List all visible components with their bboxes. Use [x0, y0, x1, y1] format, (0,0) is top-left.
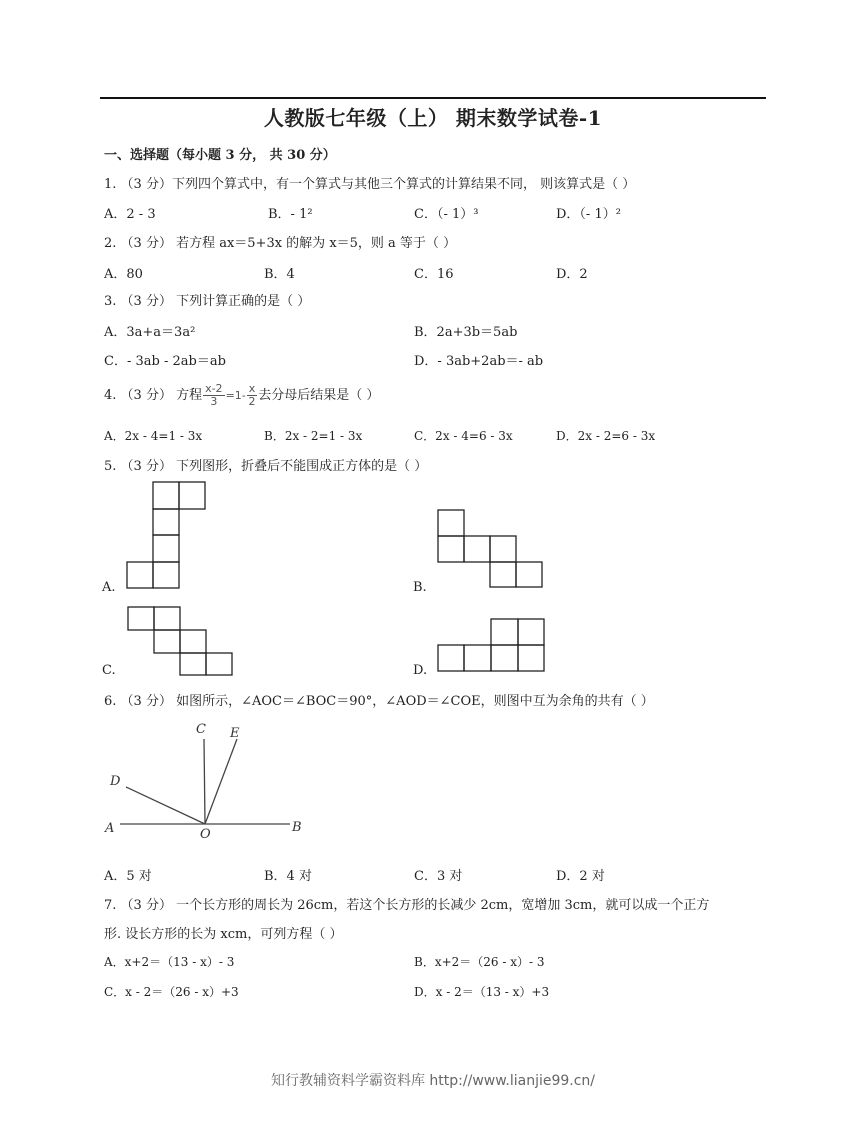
q3-option-c: C．- 3ab - 2ab＝ab — [104, 354, 226, 369]
ray-oc — [204, 739, 205, 824]
page-title: 人教版七年级（上） 期末数学试卷-1 — [263, 106, 603, 130]
q4-option-d: D．2x - 2=6 - 3x — [556, 429, 656, 443]
q1-option-b: B．- 1² — [268, 207, 313, 222]
q4-frac2-denominator: 2 — [248, 395, 256, 408]
q4-option-b: B．2x - 2=1 - 3x — [264, 429, 363, 443]
q4-frac1-denominator: 3 — [210, 395, 218, 408]
q6-option-c: C．3 对 — [414, 869, 463, 884]
q6-option-d: D．2 对 — [556, 869, 605, 884]
q4-frac2-numerator: x — [248, 382, 256, 395]
footer-watermark: 知行教辅资料学霸资料库 http://www.lianjie99.cn/ — [270, 1073, 596, 1089]
ray-oe — [205, 739, 237, 824]
question-7-line-2: 形. 设长方形的长为 xcm，可列方程（ ） — [104, 927, 343, 942]
q7-option-c: C．x - 2＝（26 - x）+3 — [104, 985, 239, 999]
q1-option-a: A．2 - 3 — [104, 207, 156, 222]
q4-fraction-1 — [203, 383, 224, 408]
q4-fraction-2 — [247, 383, 258, 408]
q4-suffix: 去分母后结果是（ ） — [258, 388, 380, 403]
question-3: 3. （3 分） 下列计算正确的是（ ） — [104, 294, 311, 309]
q4-mid: =1- — [225, 389, 246, 402]
q2-option-b: B．4 — [264, 267, 295, 282]
q4-option-a: A．2x - 4=1 - 3x — [104, 429, 203, 443]
label-a: A — [105, 821, 115, 836]
section-heading: 一、选择题（每小题 3 分， 共 30 分） — [104, 148, 336, 163]
question-2: 2. （3 分） 若方程 ax＝5+3x 的解为 x＝5，则 a 等于（ ） — [104, 236, 457, 251]
cube-net-d — [437, 618, 547, 674]
cube-net-b — [437, 509, 545, 589]
q3-option-d: D．- 3ab+2ab＝- ab — [414, 354, 544, 369]
q7-option-a: A．x+2＝（13 - x）- 3 — [104, 955, 235, 969]
q2-option-c: C．16 — [414, 267, 454, 282]
q6-option-a: A．5 对 — [104, 869, 152, 884]
label-e: E — [230, 726, 240, 741]
q5-option-a: A. — [102, 580, 116, 595]
question-1: 1. （3 分）下列四个算式中，有一个算式与其他三个算式的计算结果不同， 则该算式是（ ） — [104, 177, 636, 192]
ray-od — [126, 787, 205, 824]
angle-figure — [100, 715, 320, 845]
q2-option-a: A．80 — [104, 267, 143, 282]
label-b: B — [292, 820, 302, 835]
q5-option-d: D. — [413, 663, 428, 678]
label-o: O — [200, 827, 211, 842]
q1-option-c: C．（- 1）³ — [414, 207, 479, 222]
label-d: D — [110, 774, 121, 789]
q3-option-a: A．3a+a＝3a² — [104, 325, 196, 340]
cube-net-a — [126, 480, 208, 590]
q5-option-b: B. — [413, 580, 427, 595]
question-4 — [104, 381, 379, 411]
q4-option-c: C．2x - 4=6 - 3x — [414, 429, 513, 443]
q4-frac1-numerator: x-2 — [205, 382, 223, 395]
q6-option-b: B．4 对 — [264, 869, 312, 884]
q5-option-c: C. — [102, 663, 116, 678]
q1-option-d: D．（- 1）² — [556, 207, 621, 222]
q7-option-b: B．x+2＝（26 - x）- 3 — [414, 955, 545, 969]
header-rule — [100, 97, 766, 99]
q2-option-d: D．2 — [556, 267, 588, 282]
cube-net-c — [127, 606, 235, 676]
question-5: 5. （3 分） 下列图形，折叠后不能围成正方体的是（ ） — [104, 459, 428, 474]
question-6: 6. （3 分） 如图所示，∠AOC＝∠BOC＝90°，∠AOD＝∠COE，则图中互为余角的共有（ ） — [104, 694, 654, 709]
q4-prefix: 4. （3 分） 方程 — [104, 388, 203, 403]
question-7-line-1: 7. （3 分） 一个长方形的周长为 26cm，若这个长方形的长减少 2cm，宽增加 3cm，就可以成一个正方 — [104, 898, 710, 913]
q7-option-d: D．x - 2＝（13 - x）+3 — [414, 985, 550, 999]
label-c: C — [196, 722, 206, 737]
q3-option-b: B．2a+3b＝5ab — [414, 325, 518, 340]
